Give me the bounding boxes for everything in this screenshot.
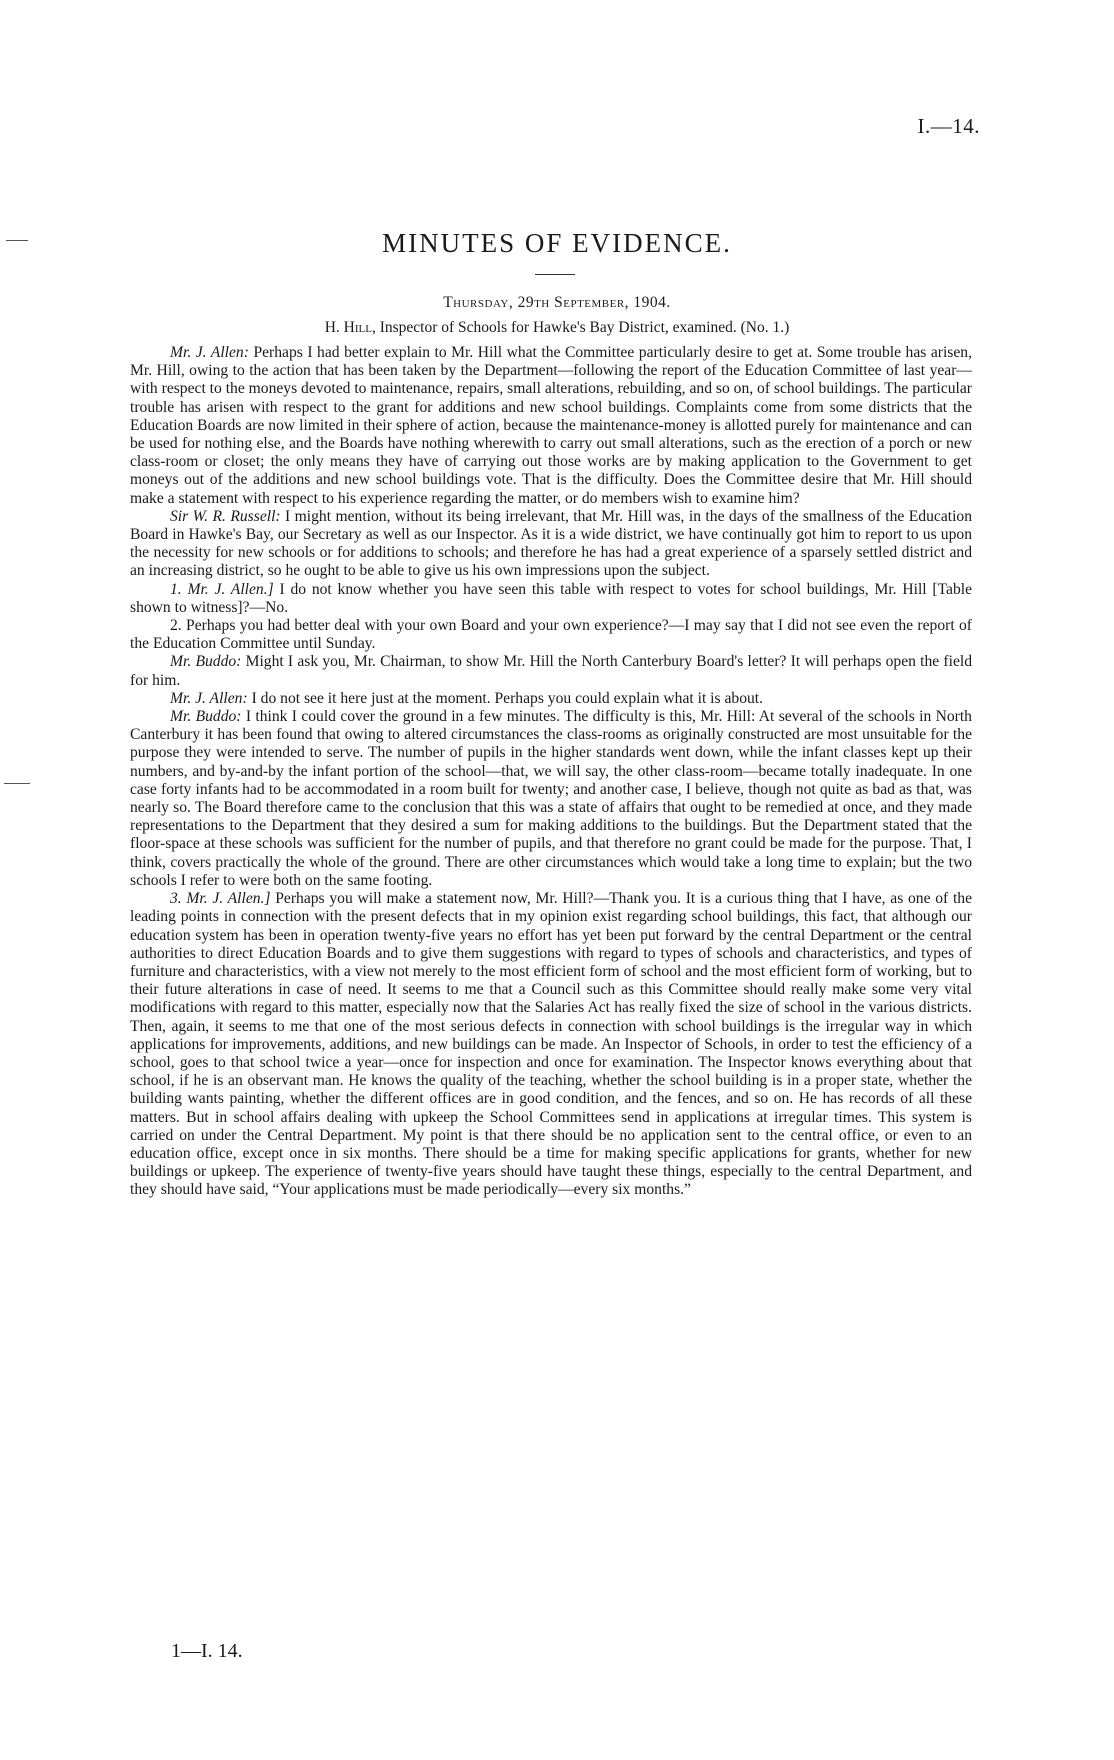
paragraph-text: Perhaps you will make a statement now, Mr. Hill?—Thank you. It is a curious thing that I have, as one of the leading points in connection with the present defects that in my opinion exist regarding school buildings, this fact, that although our education system has been in operation twenty-five years no effort has yet been put forward by the central Department or the central authorities to direct Education Boards and to give them suggestions with regard to types of schools and characteristics, and types of furniture and characteristics, with a view not merely to the most efficient form of school and the most efficient form of working, but to their future alterations in case of need. It seems to me that a Council such as this Committee should really make some very vital modifications with regard to this matter, especially now that the Salaries Act has really fixed the size of school in the various districts. Then, again, it seems to me that one of the most serious defects in connection with school buildings is the irregular way in which applications for improvements, additions, and new buildings can be made. An Inspector of Schools, in order to test the efficiency of a school, goes to that school twice a year—once for inspection and once for examination. The Inspector knows everything about that school, if he is an observant man. He knows the quality of the teaching, whether the school building is in a proper state, whether the building wants painting, whether the different offices are in good condition, and the fences, and so on. He has records of all these matters. But in school affairs dealing with upkeep the School Committees send in applications at irregular times. This system is carried on under the Central Department. My point is that there should be no application sent to the central office, or even to an education office, except once in six months. There should be a time for making specific applications for grants, whether for new buildings or upkeep. The experience of twenty-five years should have taught these things, especially to the central Department, and they should have said, “Your applications must be made periodically—every six months.” [130, 890, 973, 1199]
evidence-body [130, 344, 972, 1200]
evidence-paragraph [130, 890, 972, 1199]
evidence-paragraph [130, 508, 972, 581]
speaker: Mr. J. Allen: [170, 689, 248, 707]
witness-description: , Inspector of Schools for Hawke's Bay District, examined. (No. 1.) [371, 319, 790, 336]
title-divider [535, 274, 575, 275]
evidence-paragraph [130, 653, 972, 689]
paragraph-text: I might mention, without its being irrelevant, that Mr. Hill was, in the days of the smallness of the Education Board in Hawke's Bay, our Secretary as well as our Inspector. As it is a wide district, we have continually got him to report to us upon the necessity for new schools or for additions to schools; and therefore he has had a great experience of a sparsely settled district and an increasing district, so he ought to be able to give us his own impressions upon the subject. [130, 507, 973, 580]
speaker: 1. Mr. J. Allen.] [170, 580, 274, 598]
witness-name: H. Hill [324, 319, 372, 336]
speaker: Mr. Buddo: [170, 653, 242, 671]
evidence-paragraph [130, 690, 972, 708]
speaker: 3. Mr. J. Allen.] [170, 890, 271, 908]
paragraph-text: I do not see it here just at the moment. Perhaps you could explain what it is about. [247, 689, 764, 707]
paragraph-text: I think I could cover the ground in a few minutes. The difficulty is this, Mr. Hill: At several of the schools in North Canterbury it has been found that owing to altered circumstances the class-rooms as originally constructed are most unsuitable for the purpose they were intended to serve. The number of pupils in the higher standards went down, while the infant classes kept up their numbers, and by-and-by the infant portion of the school—that, we will say, the other class-room—became totally inadequate. In one case forty infants had to be accommodated in a room built for twenty; and another case, I believe, though not quite as bad as that, was nearly so. The Board therefore came to the conclusion that this was a state of affairs that ought to be remedied at once, and they made representations to the Department that they desired a sum for making additions to the buildings. But the Department stated that the floor-space at these schools was sufficient for the number of pupils, and that therefore no grant could be made for the purpose. That, I think, covers practically the whole of the ground. There are other circumstances which would take a long time to explain; but the two schools I refer to were both on the same footing. [130, 708, 972, 889]
paragraph-text: Might I ask you, Mr. Chairman, to show Mr. Hill the North Canterbury Board's letter? It will perhaps open the field for him. [130, 653, 972, 689]
page-reference: I.—14. [917, 114, 980, 138]
paragraph-text: 2. Perhaps you had better deal with your own Board and your own experience?—I may say that I did not see even the report of the Education Committee until Sunday. [130, 617, 972, 653]
evidence-paragraph [130, 617, 972, 653]
paragraph-text: I do not know whether you have seen this table with respect to votes for school buildings, Mr. Hill [Table shown to witness]?—No. [130, 580, 972, 616]
page-title: MINUTES OF EVIDENCE. [382, 228, 732, 258]
evidence-paragraph [130, 708, 972, 890]
evidence-paragraph [130, 344, 972, 508]
speaker: Sir W. R. Russell: [170, 507, 281, 525]
speaker: Mr. Buddo: [170, 708, 242, 726]
sheet-reference: 1—I. 14. [171, 1640, 243, 1662]
evidence-paragraph [130, 581, 972, 617]
margin-mark [4, 783, 30, 784]
speaker: Mr. J. Allen: [170, 344, 249, 361]
paragraph-text: Perhaps I had better explain to Mr. Hill what the Committee particularly desire to get at. Some trouble has arisen, Mr. Hill, owing to the action that has been taken by the Department—following the report of the Education Committee of last year—with respect to the moneys devoted to maintenance, repairs, small alterations, rebuilding, and so on, of school buildings. The particular trouble has arisen with respect to the grant for additions and new school buildings. Complaints come from some districts that the Education Boards are now limited in their sphere of action, because the maintenance-money is allotted purely for maintenance and can be used for nothing else, and the Boards have nothing wherewith to carry out small alterations, such as the erection of a porch or new class-room or closet; the only means they have of carrying out those works are by making application to the Government to get moneys out of the additions and new school buildings vote. That is the difficulty. Does the Committee desire that Mr. Hill should make a statement with respect to his experience regarding the matter, or do members wish to examine him? [130, 344, 972, 507]
witness-heading [0, 319, 1114, 337]
session-date: Thursday, 29th September, 1904. [443, 294, 671, 311]
